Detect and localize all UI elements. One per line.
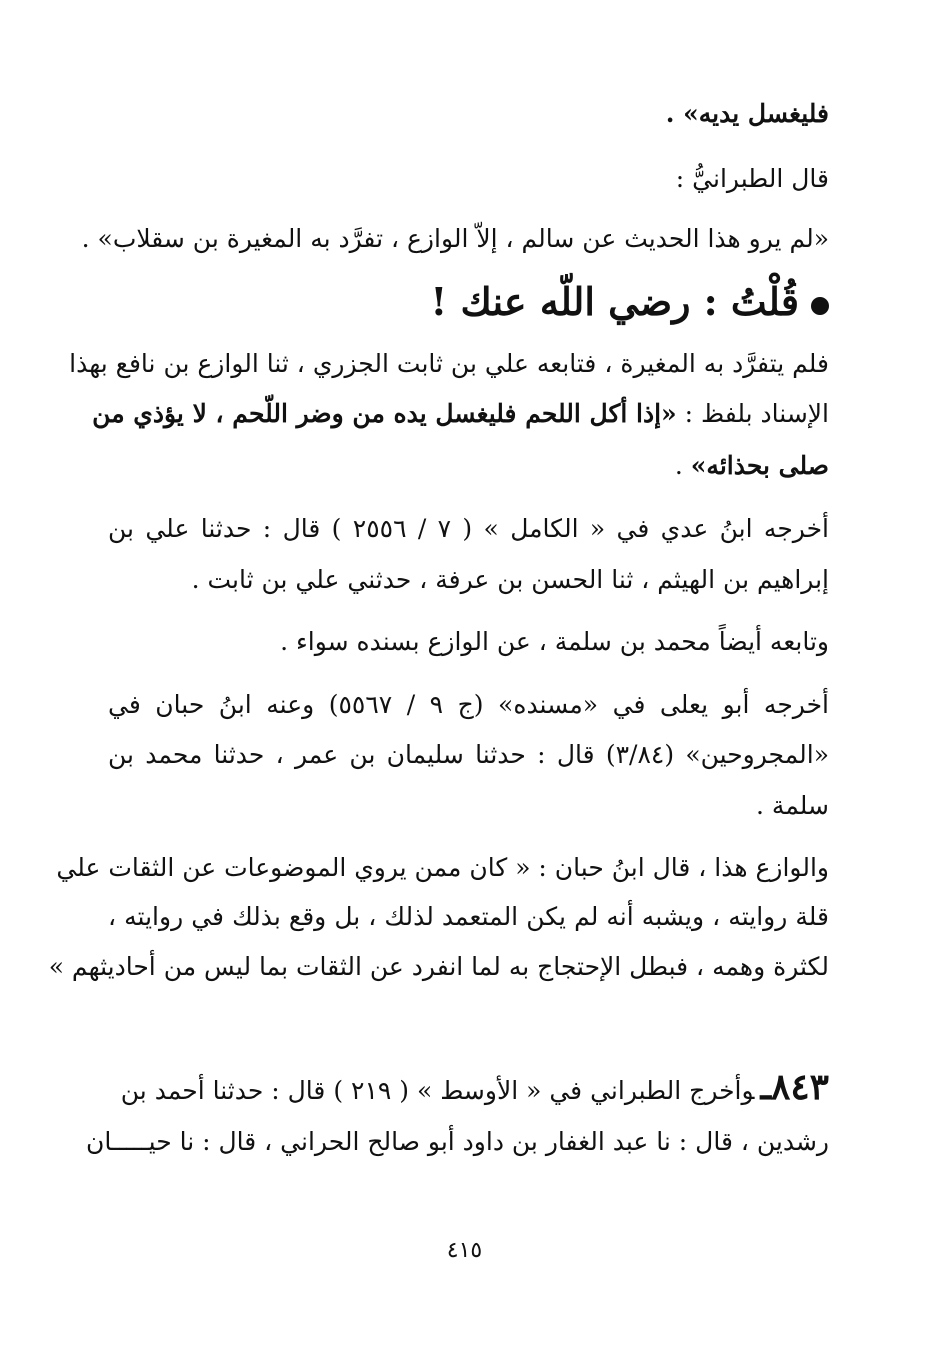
text-line-6 [92, 397, 829, 431]
text-line-1: فليغسل يديه» . [665, 99, 829, 128]
text-line-17 [108, 1066, 829, 1108]
hadith-number: ٨٤٣ـ [760, 1066, 829, 1108]
text-line-11: أخرجه أبو يعلى في «مسنده» (ج ٩ / ٥٥٦٧) وعنه ابنُ حبان في [108, 690, 829, 719]
text-line-13: سلمة . [756, 791, 829, 820]
text-line-17-body: وأخرج الطبراني في « الأوسط » ( ٢١٩ ) قال : حدثنا أحمد بن [120, 1076, 755, 1105]
quoted-hadith-text: «إذا أكل اللحم فليغسل يده من وضر اللّحم ، لا يؤذي من [92, 399, 677, 428]
text-line-16: لكثرة وهمه ، فبطل الإحتجاج به لما انفرد عن الثقات بما ليس من أحاديثهم » [48, 952, 829, 981]
text-line-12: «المجروحين» (٣/٨٤) قال : حدثنا سليمان بن عمر ، حدثنا محمد بن [108, 740, 830, 769]
text-line-5: فلم يتفرَّد به المغيرة ، فتابعه علي بن ثابت الجزري ، ثنا الوازع بن نافع بهذا [69, 349, 829, 378]
text-line-14: والوازع هذا ، قال ابنُ حبان : « كان ممن يروي الموضوعات عن الثقات علي [56, 853, 829, 882]
text-line-9: إبراهيم بن الهيثم ، ثنا الحسن بن عرفة ، حدثني علي بن ثابت . [191, 565, 829, 594]
text-line-7 [108, 449, 829, 483]
quoted-hadith-end: صلى بحذائه» [690, 451, 829, 480]
page-number: ٤١٥ [446, 1238, 483, 1263]
bullet-icon [811, 297, 829, 315]
text-line-2: قال الطبرانيُّ : [675, 164, 829, 193]
text-line-6a: الإسناد بلفظ : [676, 399, 829, 428]
text-line-10: وتابعه أيضاً محمد بن سلمة ، عن الوازع بسنده سواء . [280, 627, 829, 656]
text-line-3: «لم يرو هذا الحديث عن سالم ، إلاّ الوازع ، تفرَّد به المغيرة بن سقلاب» . [81, 224, 829, 253]
text-line-15: قلة روايته ، ويشبه أنه لم يكن المتعمد لذلك ، بل وقع بذلك في روايته ، [108, 902, 829, 931]
heading-text: قُلْتُ : رضي اللّه عنك ! [430, 279, 799, 324]
text-line-8: أخرجه ابنُ عدي في « الكامل » ( ٧ / ٢٥٥٦ ) قال : حدثنا علي بن [108, 514, 829, 543]
section-heading [108, 278, 829, 326]
text-line-18: رشدين ، قال : نا عبد الغفار بن داود أبو صالح الحراني ، قال : نا حيـــــان [86, 1127, 829, 1156]
text-line-7b: . [674, 451, 691, 480]
